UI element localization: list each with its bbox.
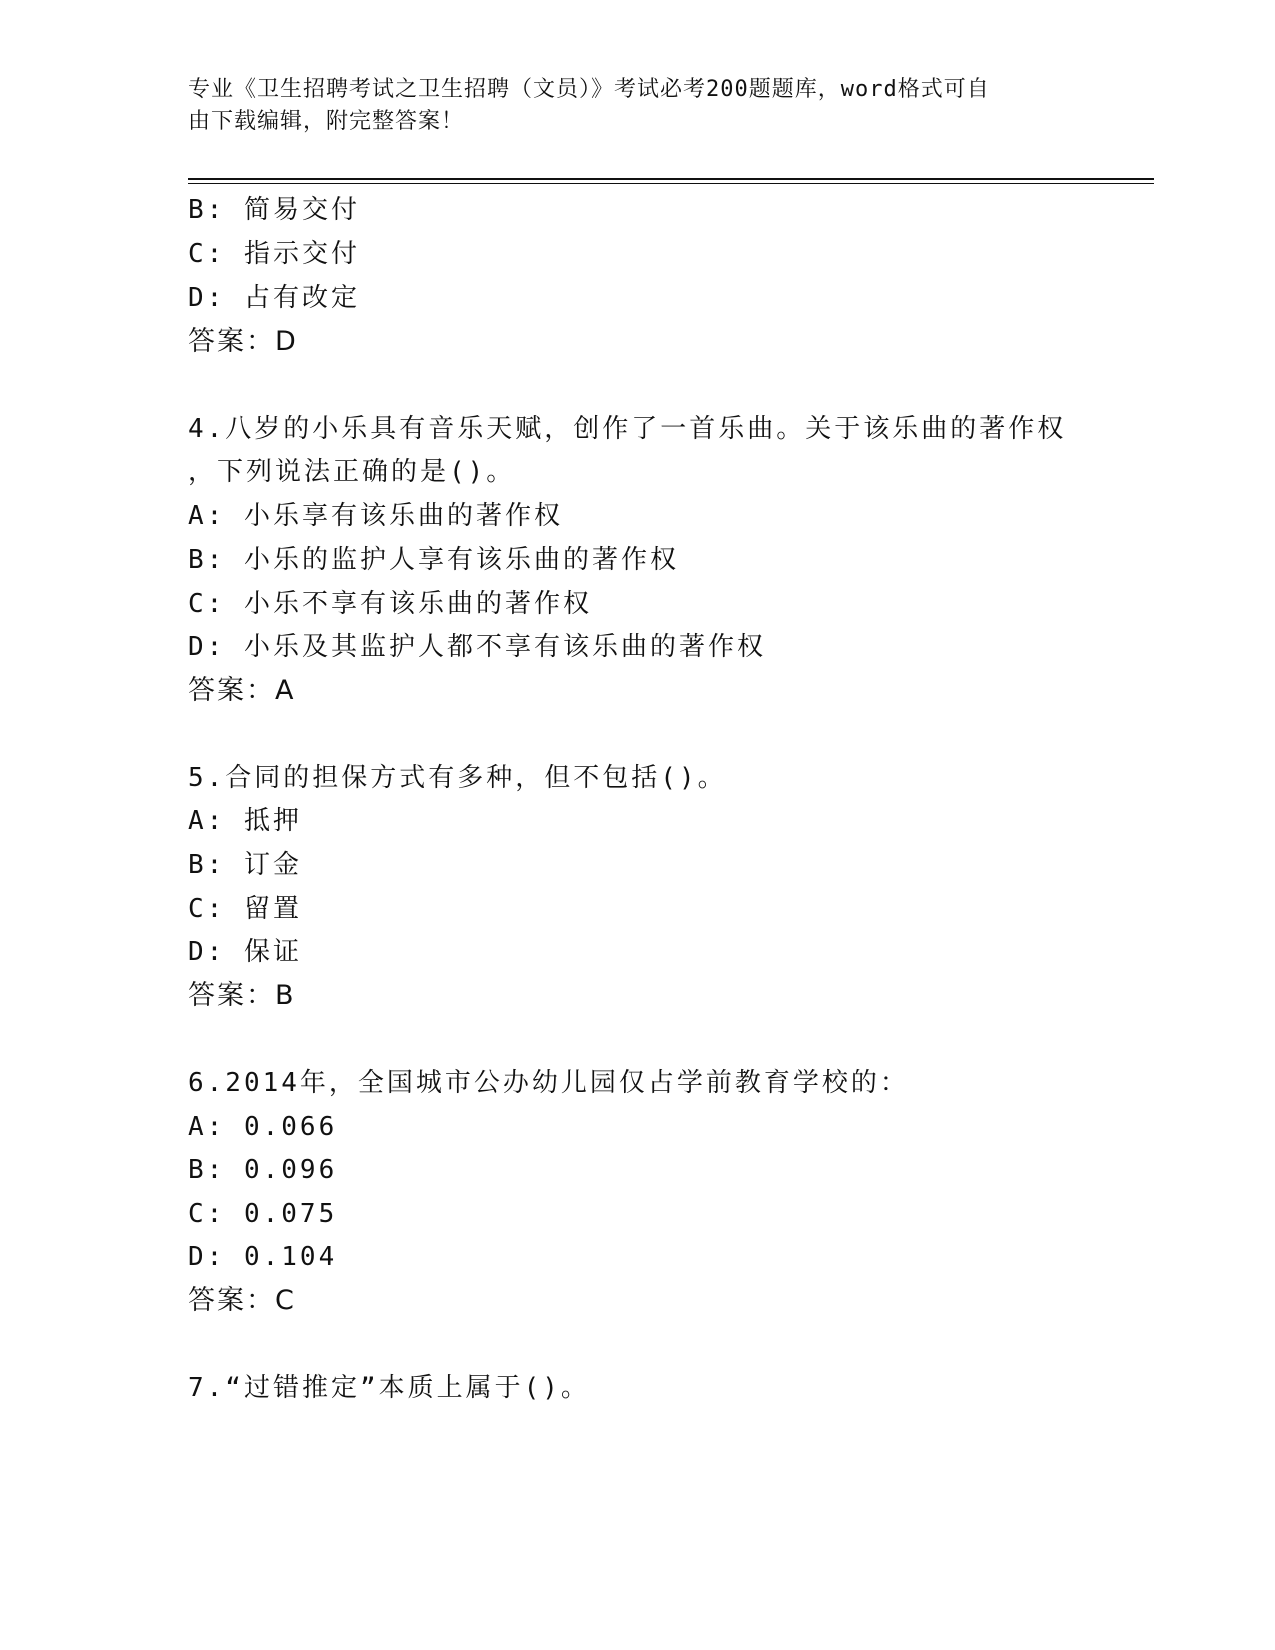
header-divider-thin xyxy=(188,183,1154,184)
document-header xyxy=(188,74,1068,138)
header-line-1: 专业《卫生招聘考试之卫生招聘（文员）》考试必考200题题库，word格式可自 xyxy=(188,77,990,102)
q5-option-d: D: 保证 xyxy=(188,937,302,967)
q4-option-c: C: 小乐不享有该乐曲的著作权 xyxy=(188,589,592,619)
q3-answer: 答案：D xyxy=(188,326,298,357)
q3-option-d: D: 占有改定 xyxy=(188,283,360,313)
q4-option-b: B: 小乐的监护人享有该乐曲的著作权 xyxy=(188,545,679,575)
q6-option-c: C: 0.075 xyxy=(188,1199,338,1229)
q6-answer: 答案：C xyxy=(188,1285,296,1316)
q6-stem: 6.2014年，全国城市公办幼儿园仅占学前教育学校的： xyxy=(188,1068,909,1098)
q3-option-b: B: 简易交付 xyxy=(188,195,360,225)
q5-stem: 5.合同的担保方式有多种，但不包括()。 xyxy=(188,763,727,793)
q4-option-a: A: 小乐享有该乐曲的著作权 xyxy=(188,501,563,531)
header-divider-thick xyxy=(188,178,1154,180)
q3-option-c: C: 指示交付 xyxy=(188,239,360,269)
q6-option-b: B: 0.096 xyxy=(188,1155,338,1185)
q6-option-d: D: 0.104 xyxy=(188,1242,338,1272)
q7-stem: 7.“过错推定”本质上属于()。 xyxy=(188,1373,590,1403)
q4-stem-line-1: 4.八岁的小乐具有音乐天赋，创作了一首乐曲。关于该乐曲的著作权 xyxy=(188,414,1067,444)
q5-option-a: A: 抵押 xyxy=(188,806,302,836)
q5-answer: 答案：B xyxy=(188,980,296,1011)
q5-option-c: C: 留置 xyxy=(188,894,302,924)
q4-stem-line-2: ，下列说法正确的是()。 xyxy=(188,457,516,487)
q5-option-b: B: 订金 xyxy=(188,850,302,880)
q6-option-a: A: 0.066 xyxy=(188,1112,338,1142)
q4-answer: 答案：A xyxy=(188,675,296,706)
q4-option-d: D: 小乐及其监护人都不享有该乐曲的著作权 xyxy=(188,632,766,662)
header-line-2: 由下载编辑，附完整答案！ xyxy=(188,109,465,134)
